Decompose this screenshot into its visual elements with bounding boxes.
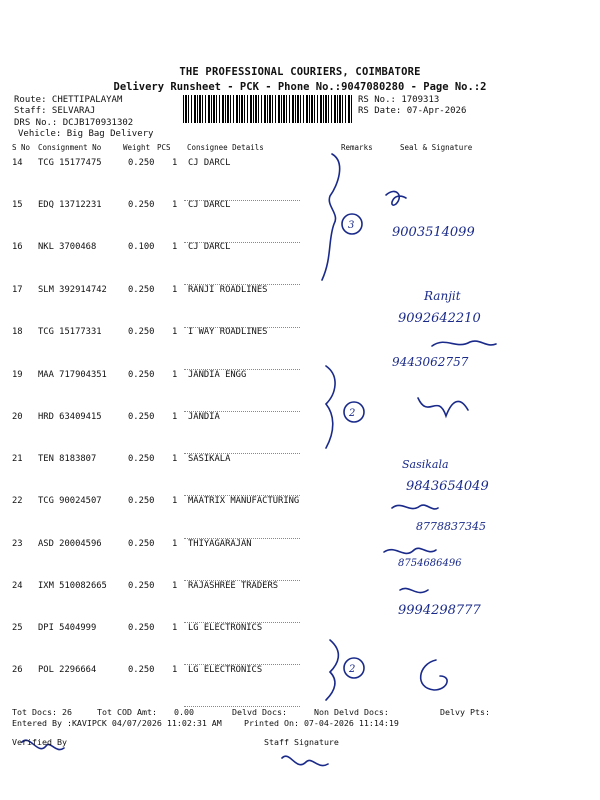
staff: Staff: SELVARAJ (14, 106, 96, 116)
row-pcs: 1 (172, 539, 178, 549)
count-group-1: 3 (348, 220, 355, 231)
row-consignee: I WAY ROADLINES (188, 327, 268, 337)
hand-phone-15: 9003514099 (392, 225, 475, 240)
row-weight: 0.250 (128, 412, 155, 422)
signature-scribble (392, 505, 438, 509)
verified-by-label: Verified By (12, 737, 67, 747)
row-weight: 0.250 (128, 581, 155, 591)
company-title: THE PROFESSIONAL COURIERS, COIMBATORE (179, 66, 421, 78)
row-weight: 0.250 (128, 539, 155, 549)
signature-scribble (418, 398, 468, 416)
row-consignee: LG ELECTRONICS (188, 623, 263, 633)
row-consignment: TCG 15177331 (38, 327, 102, 337)
col-consignment: Consignment No (38, 143, 102, 152)
col-pcs: PCS (157, 143, 171, 152)
row-consignment: TCG 90024507 (38, 496, 102, 506)
row-consignment: POL 2296664 (38, 665, 97, 675)
bracket-mark (322, 154, 340, 280)
row-weight: 0.250 (128, 200, 155, 210)
entered-by: Entered By :KAVIPCK 04/07/2026 11:02:31 AM (12, 718, 222, 728)
signature-scribble (432, 341, 496, 346)
row-consignment: EDQ 13712231 (38, 200, 102, 210)
signature-scribble (384, 548, 436, 553)
row-weight: 0.250 (128, 285, 155, 295)
row-pcs: 1 (172, 285, 178, 295)
hand-phone-17: 9092642210 (398, 311, 481, 326)
count-group-3: 2 (349, 664, 356, 675)
row-consignee: MAATRIX MANUFACTURING (188, 496, 300, 506)
runsheet-subtitle: Delivery Runsheet - PCK - Phone No.:9047080280 - Page No.:2 (113, 81, 487, 93)
row-consignee: RANJI ROADLINES (188, 285, 268, 295)
row-consignment: IXM 510082665 (38, 581, 107, 591)
row-consignee: THIYAGARAJAN (188, 539, 252, 549)
hand-phone-22: 8778837345 (416, 520, 486, 533)
row-sno: 18 (12, 327, 23, 337)
row-sno: 14 (12, 158, 23, 168)
row-sno: 19 (12, 370, 23, 380)
staff-signature-scribble (282, 756, 328, 765)
rs-number: RS No.: 1709313 (358, 95, 440, 105)
row-pcs: 1 (172, 623, 178, 633)
signature-scribble (386, 191, 406, 205)
delivery-points: Delvy Pts: (440, 707, 490, 717)
row-consignment: MAA 717904351 (38, 370, 107, 380)
row-weight: 0.250 (128, 327, 155, 337)
row-sno: 25 (12, 623, 23, 633)
row-pcs: 1 (172, 327, 178, 337)
row-consignment: HRD 63409415 (38, 412, 102, 422)
row-consignee: CJ DARCL (188, 158, 231, 168)
col-sno: S No (12, 143, 31, 152)
row-consignment: TEN 8183807 (38, 454, 97, 464)
printed-on: Printed On: 07-04-2026 11:14:19 (244, 718, 399, 728)
row-consignment: DPI 5404999 (38, 623, 97, 633)
col-weight: Weight (123, 143, 151, 152)
hand-phone-24: 9994298777 (398, 603, 481, 618)
signature-scribble (400, 588, 428, 592)
row-sno: 16 (12, 242, 23, 252)
row-sno: 21 (12, 454, 23, 464)
total-cod-label: Tot COD Amt: (97, 707, 157, 717)
route: Route: CHETTIPALAYAM (14, 95, 123, 105)
row-consignee: CJ DARCL (188, 242, 231, 252)
row-consignee: LG ELECTRONICS (188, 665, 263, 675)
row-weight: 0.250 (128, 454, 155, 464)
staff-signature-label: Staff Signature (264, 737, 339, 747)
row-consignee: CJ DARCL (188, 200, 231, 210)
row-weight: 0.250 (128, 158, 155, 168)
row-weight: 0.250 (128, 496, 155, 506)
bracket-mark (326, 640, 338, 700)
delivered-docs: Delvd Docs: (232, 707, 287, 717)
row-consignment: SLM 392914742 (38, 285, 107, 295)
drs-number: DRS No.: DCJB170931302 (14, 118, 134, 128)
row-consignee: RAJASHREE TRADERS (188, 581, 279, 591)
row-pcs: 1 (172, 242, 178, 252)
row-weight: 0.250 (128, 623, 155, 633)
row-pcs: 1 (172, 370, 178, 380)
row-pcs: 1 (172, 496, 178, 506)
row-pcs: 1 (172, 454, 178, 464)
row-sno: 15 (12, 200, 23, 210)
row-consignee: SASIKALA (188, 454, 231, 464)
row-pcs: 1 (172, 412, 178, 422)
row-consignment: TCG 15177475 (38, 158, 102, 168)
col-remarks: Remarks (341, 143, 373, 152)
bracket-mark (326, 366, 335, 448)
row-sno: 20 (12, 412, 23, 422)
signature-scribble (421, 660, 447, 690)
row-sno: 24 (12, 581, 23, 591)
non-delivered-docs: Non Delvd Docs: (314, 707, 389, 717)
hand-phone-23: 8754686496 (398, 558, 462, 569)
rs-date: RS Date: 07-Apr-2026 (358, 106, 467, 116)
row-consignment: ASD 20004596 (38, 539, 102, 549)
row-weight: 0.250 (128, 665, 155, 675)
row-consignment: NKL 3700468 (38, 242, 97, 252)
hand-sign-21: Sasikala (402, 458, 449, 471)
hand-phone-21: 9843654049 (406, 479, 489, 494)
col-seal: Seal & Signature (400, 143, 473, 152)
vehicle: Vehicle: Big Bag Delivery (18, 129, 154, 139)
row-pcs: 1 (172, 665, 178, 675)
row-pcs: 1 (172, 158, 178, 168)
row-sno: 26 (12, 665, 23, 675)
col-consignee: Consignee Details (187, 143, 264, 152)
row-pcs: 1 (172, 581, 178, 591)
row-sno: 22 (12, 496, 23, 506)
hand-phone-18: 9443062757 (392, 355, 469, 369)
total-cod-value: 0.00 (174, 707, 194, 717)
row-weight: 0.250 (128, 370, 155, 380)
row-sno: 17 (12, 285, 23, 295)
row-sno: 23 (12, 539, 23, 549)
count-group-2: 2 (349, 408, 356, 419)
row-pcs: 1 (172, 200, 178, 210)
total-docs: Tot Docs: 26 (12, 707, 72, 717)
row-consignee: JANDIA (188, 412, 220, 422)
row-weight: 0.100 (128, 242, 155, 252)
row-consignee: JANDIA ENGG (188, 370, 247, 380)
hand-sign-17: Ranjit (424, 289, 461, 303)
